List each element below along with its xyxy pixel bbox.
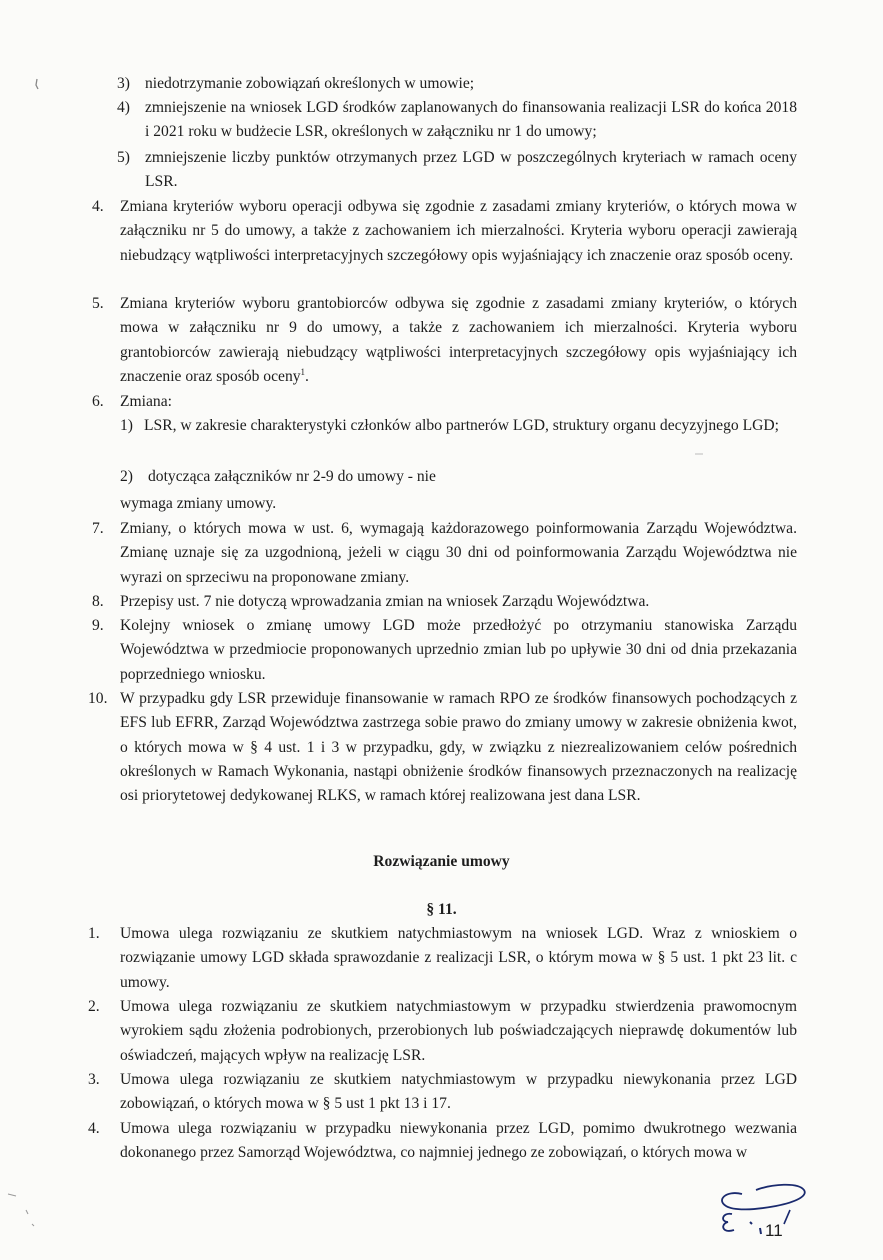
paragraph-number: 9. <box>92 617 104 634</box>
scan-mark <box>34 78 40 90</box>
paragraph-text: Przepisy ust. 7 nie dotyczą wprowadzania zmian na wniosek Zarządu Województwa. <box>120 593 650 610</box>
paragraph <box>88 1117 797 1166</box>
list-item <box>117 72 797 96</box>
paragraph-number: 2. <box>88 998 100 1015</box>
paragraph-number: 3. <box>88 1071 100 1088</box>
paragraph-text: Zmiana kryteriów wyboru operacji odbywa się zgodnie z zasadami zmiany kryteriów, o których mowa w załączniku nr 5 do umowy, a także z zachowaniem ich mierzalności. Kryteria wyboru operacji zawierają niebudzący wątpliwości interpretacyjnych szczegółowy opis wyjaśniający ich znaczenie oraz sposób oceny. <box>120 198 797 264</box>
paragraph-number: 10. <box>88 690 108 707</box>
paragraph-text: Zmiana: <box>120 393 172 410</box>
paragraph-text: Umowa ulega rozwiązaniu ze skutkiem natychmiastowym na wniosek LGD. Wraz z wnioskiem o rozwiązanie umowy LGD składa sprawozdanie z realizacji LSR, o którym mowa w § 5 ust. 1 pkt 23 lit. c umowy. <box>120 925 797 991</box>
item-number: 5) <box>117 149 130 166</box>
footnote-ref: 1 <box>300 366 306 377</box>
paragraph <box>92 517 797 590</box>
item-number: 1) <box>120 417 133 434</box>
paragraph-number: 5. <box>92 295 104 312</box>
page-number: 11 <box>765 1221 783 1240</box>
paragraph <box>92 292 797 389</box>
paragraph <box>92 195 797 268</box>
item-text: niedotrzymanie zobowiązań określonych w umowie; <box>145 75 475 92</box>
item-number: 4) <box>117 99 130 116</box>
paragraph-number: 4. <box>92 198 104 215</box>
item-number: 2) <box>120 468 133 485</box>
paragraph-text: Umowa ulega rozwiązaniu w przypadku niewykonania przez LGD, pomimo dwukrotnego wezwania dokonanego przez Samorząd Województwa, co najmniej jednego ze zobowiązań, o których mowa w <box>120 1120 797 1162</box>
item-text: zmniejszenie na wniosek LGD środków zaplanowanych do finansowania realizacji LSR do końca 2018 i 2021 roku w budżecie LSR, określonych w załączniku nr 1 do umowy; <box>145 99 797 141</box>
paragraph-number: 1. <box>88 925 100 942</box>
paragraph <box>92 614 797 687</box>
paragraph-continuation <box>120 492 797 516</box>
section-number: § 11. <box>426 901 457 918</box>
list-item <box>120 414 797 438</box>
paragraph <box>88 922 797 995</box>
paragraph <box>88 1068 797 1117</box>
scan-mark <box>6 1190 36 1230</box>
paragraph-text: Umowa ulega rozwiązaniu ze skutkiem natychmiastowym w przypadku stwierdzenia prawomocnym wyrokiem sądu złożenia podrobionych, przerobionych lub poświadczających nieprawdę dokumentów lub oświadczeń, mających wpływ na realizację LSR. <box>120 998 797 1064</box>
item-text: zmniejszenie liczby punktów otrzymanych przez LGD w poszczególnych kryteriach w ramach oceny LSR. <box>145 149 797 191</box>
paragraph-number: 4. <box>88 1120 100 1137</box>
paragraph <box>88 687 797 808</box>
paragraph-number: 7. <box>92 520 104 537</box>
paragraph-text: W przypadku gdy LSR przewiduje finansowanie w ramach RPO ze środków finansowych pochodzących z EFS lub EFRR, Zarząd Województwa zastrzega sobie prawo do zmiany umowy w zakresie obniżenia kwot, o których mowa w § 4 ust. 1 i 3 w przypadku, gdy, w związku z niezrealizowaniem celów pośrednich określonych w Ramach Wykonania, nastąpi obniżenie środków finansowych przeznaczonych na realizację osi priorytetowej dedykowanej RLKS, w ramach której realizowana jest dana LSR. <box>120 690 797 805</box>
paragraph-text: wymaga zmiany umowy. <box>120 495 277 512</box>
scan-mark <box>694 452 704 456</box>
paragraph-text: Kolejny wniosek o zmianę umowy LGD może przedłożyć po otrzymaniu stanowiska Zarządu Województwa w przedmiocie proponowanych uprzednio zmian lub po upływie 30 dni od dnia przekazania poprzedniego wniosku. <box>120 617 797 683</box>
paragraph-end: . <box>305 367 309 385</box>
paragraph-number: 8. <box>92 593 104 610</box>
paragraph <box>88 995 797 1068</box>
paragraph-text: Umowa ulega rozwiązaniu ze skutkiem natychmiastowym w przypadku niewykonania przez LGD zobowiązań, o których mowa w § 5 ust 1 pkt 13 i 17. <box>120 1071 797 1113</box>
item-text: LSR, w zakresie charakterystyki członków albo partnerów LGD, struktury organu decyzyjnego LGD; <box>144 417 779 434</box>
paragraph <box>92 390 797 414</box>
item-text: dotycząca załączników nr 2-9 do umowy - nie <box>148 468 436 485</box>
list-item <box>120 465 797 489</box>
list-item <box>117 146 797 195</box>
paragraph <box>92 590 797 614</box>
list-item <box>117 96 797 145</box>
paragraph-text: Zmiana kryteriów wyboru grantobiorców odbywa się zgodnie z zasadami zmiany kryteriów, o których mowa w załączniku nr 9 do umowy, a także z zachowaniem ich mierzalności. Kryteria wyboru grantobiorców zawierają niebudzący wątpliwości interpretacyjnych szczegółowy opis wyjaśniający ich znaczenie oraz sposób oceny <box>120 295 797 385</box>
signature-initials <box>712 1180 812 1242</box>
paragraph-number: 6. <box>92 393 104 410</box>
paragraph-text: Zmiany, o których mowa w ust. 6, wymagają każdorazowego poinformowania Zarządu Województwa. Zmianę uznaje się za uzgodnioną, jeżeli w ciągu 30 dni od poinformowania Zarządu Województwa nie wyrazi on sprzeciwu na proponowane zmiany. <box>120 520 797 586</box>
item-number: 3) <box>117 75 130 92</box>
section-title: Rozwiązanie umowy <box>373 853 510 870</box>
